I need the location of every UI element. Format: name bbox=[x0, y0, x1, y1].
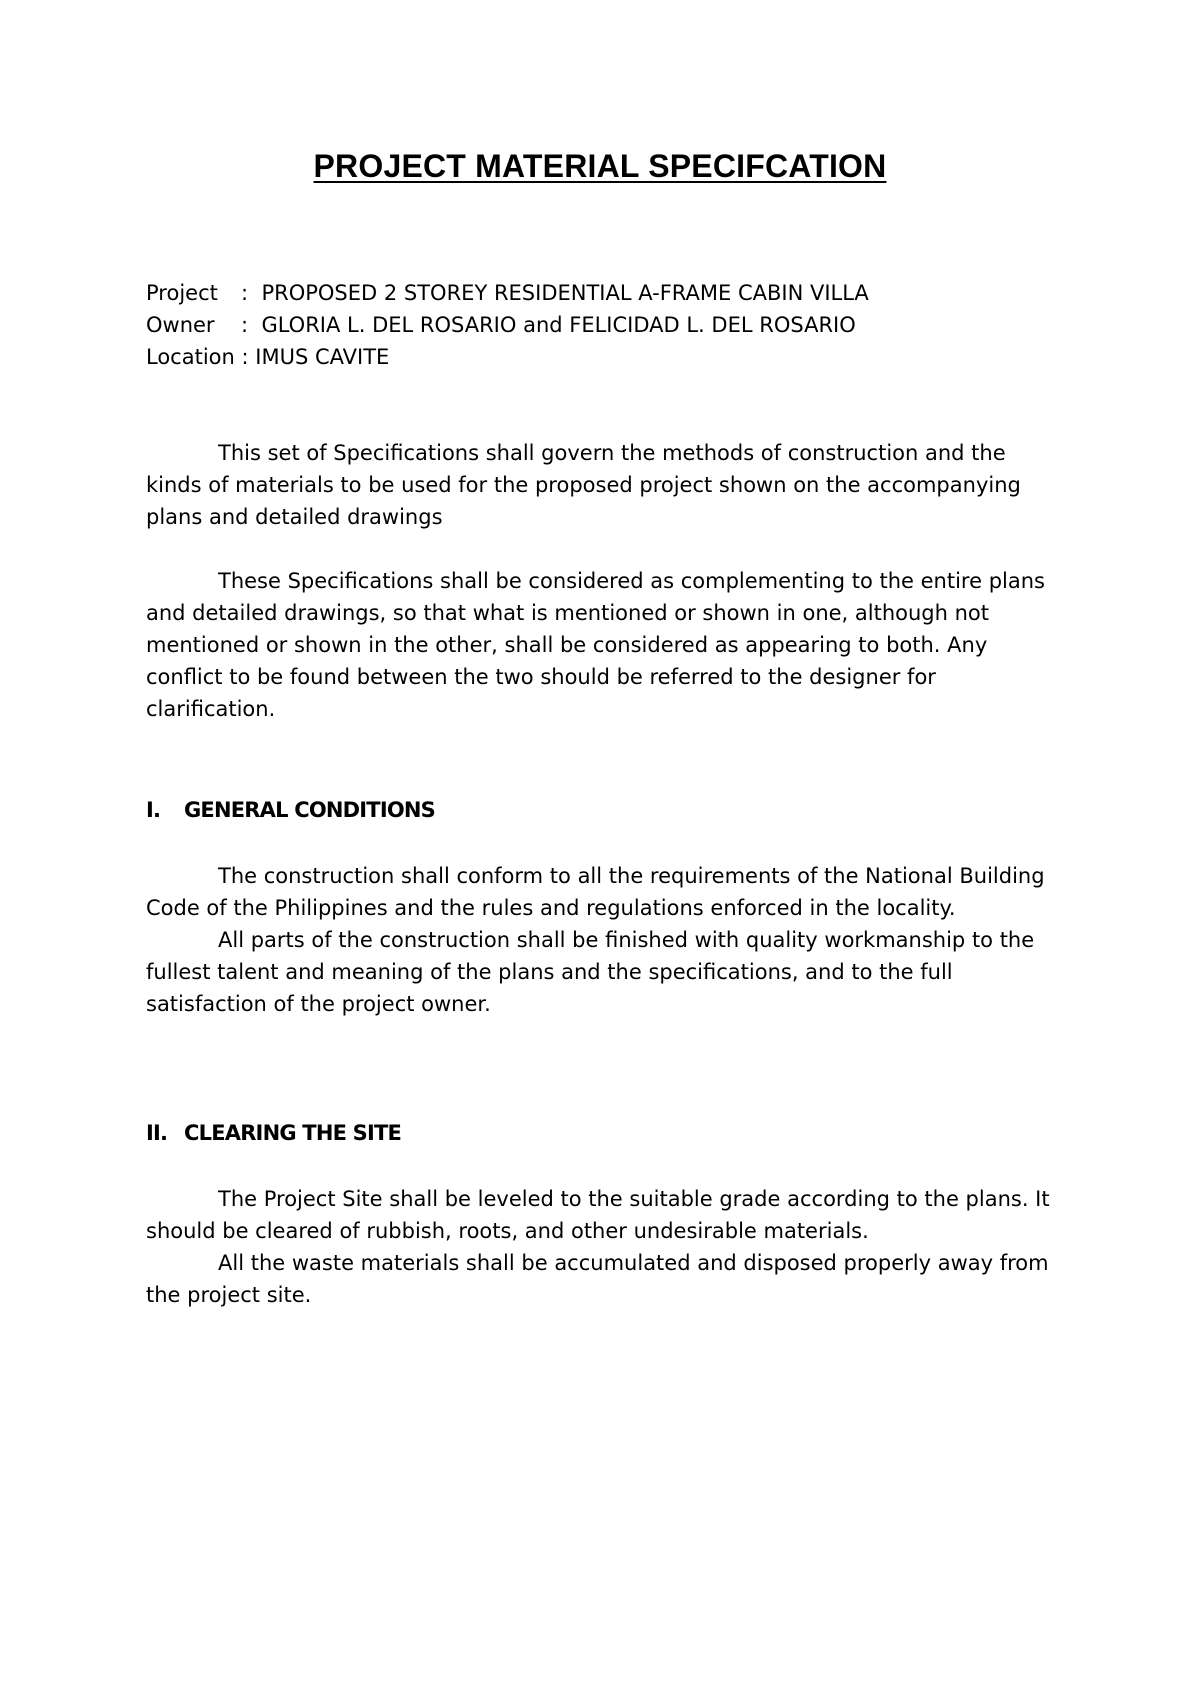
section-heading-clearing-the-site bbox=[146, 1121, 401, 1145]
location-label: Location : bbox=[146, 345, 249, 369]
section-paragraph: All the waste materials shall be accumulated and disposed properly away from the project site. bbox=[146, 1251, 1049, 1307]
owner-row bbox=[146, 309, 869, 341]
section-title: CLEARING THE SITE bbox=[184, 1121, 402, 1145]
owner-value: GLORIA L. DEL ROSARIO and FELICIDAD L. DEL ROSARIO bbox=[261, 313, 856, 337]
project-label: Project bbox=[146, 281, 218, 305]
section-paragraph: The construction shall conform to all the requirements of the National Building Code of the Philippines and the rules and regulations enforced in the locality. bbox=[146, 864, 1045, 920]
project-separator: : bbox=[241, 281, 249, 305]
section-number: II. bbox=[146, 1121, 168, 1145]
section-paragraph: All parts of the construction shall be finished with quality workmanship to the fullest talent and meaning of the plans and the specifications, and to the full satisfaction of the project owner. bbox=[146, 928, 1035, 1016]
location-row bbox=[146, 341, 869, 373]
owner-separator: : bbox=[241, 313, 249, 337]
section-title: GENERAL CONDITIONS bbox=[184, 798, 435, 822]
section-general-conditions-body bbox=[146, 860, 1066, 1020]
section-clearing-the-site-body bbox=[146, 1183, 1066, 1311]
section-paragraph: The Project Site shall be leveled to the suitable grade according to the plans. It should be cleared of rubbish, roots, and other undesirable materials. bbox=[146, 1187, 1050, 1243]
owner-label: Owner bbox=[146, 313, 215, 337]
section-heading-general-conditions bbox=[146, 798, 435, 822]
section-number: I. bbox=[146, 798, 161, 822]
intro-paragraph: This set of Specifications shall govern the methods of construction and the kinds of materials to be used for the proposed project shown on the accompanying plans and detailed drawings bbox=[146, 441, 1021, 529]
project-info bbox=[146, 277, 869, 373]
location-value: IMUS CAVITE bbox=[255, 345, 390, 369]
intro-paragraph-2-block bbox=[146, 565, 1066, 725]
project-row bbox=[146, 277, 869, 309]
intro-paragraph: These Specifications shall be considered as complementing to the entire plans and detailed drawings, so that what is mentioned or shown in one, although not mentioned or shown in the other, shall be considered as appearing to both. Any conflict to be found between the two should be referred to the designer for clarification. bbox=[146, 569, 1045, 721]
project-value: PROPOSED 2 STOREY RESIDENTIAL A-FRAME CABIN VILLA bbox=[261, 281, 869, 305]
intro-paragraph-1-block bbox=[146, 437, 1066, 533]
document-title: PROJECT MATERIAL SPECIFCATION bbox=[313, 148, 887, 184]
